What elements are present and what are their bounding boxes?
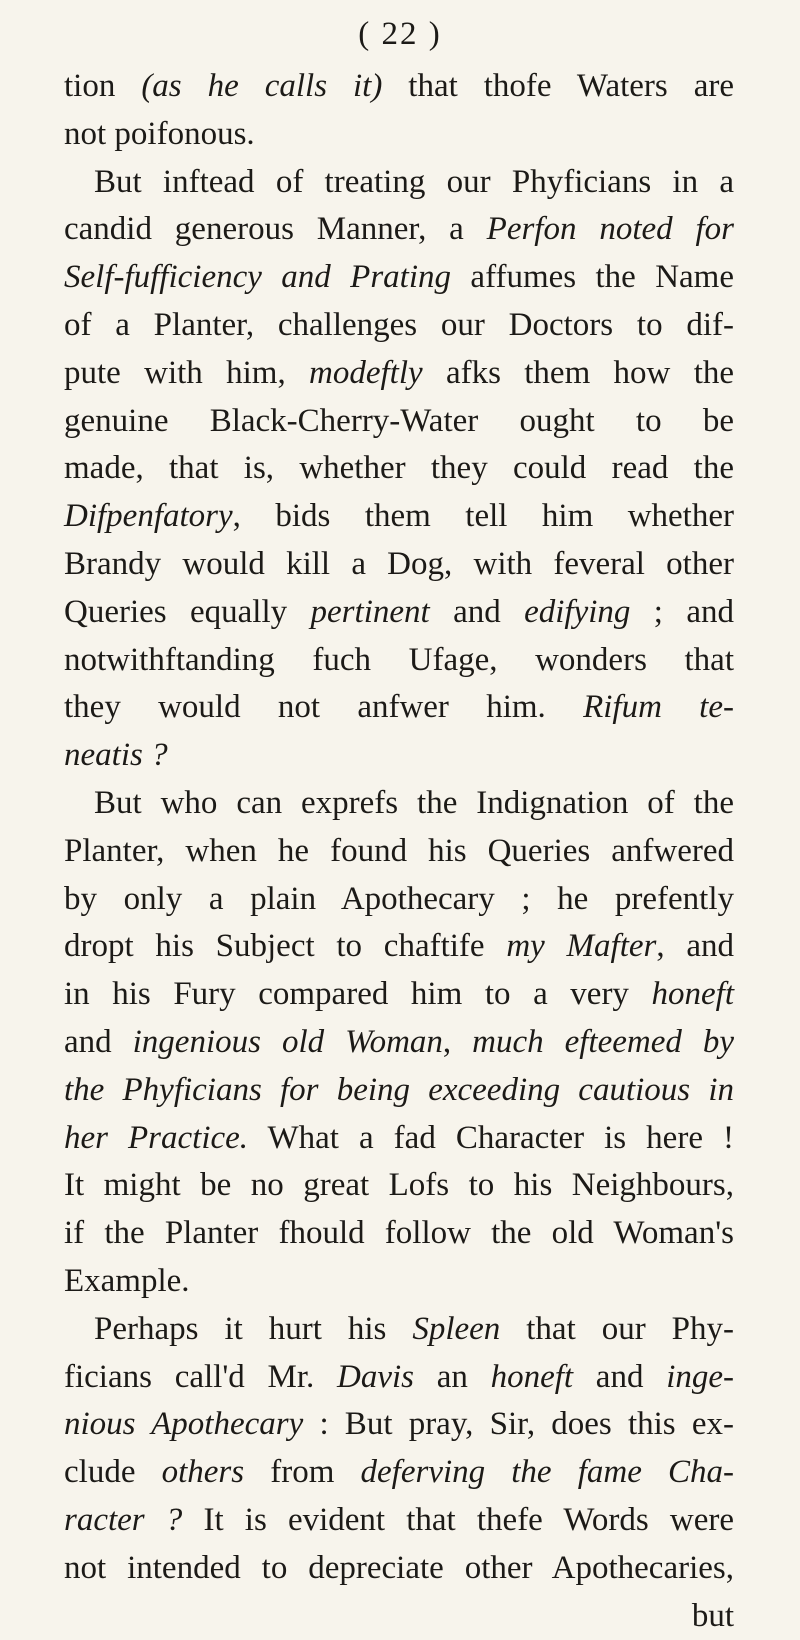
text-run: and bbox=[573, 1359, 666, 1395]
text-run: What a fad Character is here ! bbox=[248, 1120, 734, 1156]
text-line-9 bbox=[64, 445, 734, 493]
text-run: Perhaps it hurt his bbox=[94, 1311, 412, 1347]
text-run: But who can exprefs the Indignation of the bbox=[94, 785, 734, 821]
page-number: ( 22 ) bbox=[0, 14, 800, 54]
text-line-6 bbox=[64, 302, 734, 350]
text-line-32 bbox=[64, 1545, 734, 1593]
text-run: from bbox=[244, 1454, 360, 1490]
text-run: and bbox=[64, 1024, 133, 1060]
text-run: But inftead of treating our Phyficians in a bbox=[94, 164, 734, 200]
text-line-17 bbox=[64, 828, 734, 876]
text-line-26 bbox=[64, 1258, 734, 1306]
italic-text-run: others bbox=[162, 1454, 245, 1490]
italic-text-run: Difpenfatory bbox=[64, 498, 233, 534]
text-run: ficians call'd Mr. bbox=[64, 1359, 337, 1395]
text-run: notwithftanding fuch Ufage, wonders that bbox=[64, 642, 734, 678]
text-line-33 bbox=[64, 1593, 734, 1640]
text-line-28 bbox=[64, 1354, 734, 1402]
text-line-25 bbox=[64, 1210, 734, 1258]
text-line-24 bbox=[64, 1162, 734, 1210]
italic-text-run: ingenious old Woman bbox=[133, 1024, 443, 1060]
text-line-20 bbox=[64, 971, 734, 1019]
text-run: by only a plain Apothecary ; he prefently bbox=[64, 881, 734, 917]
italic-text-run: Perfon noted for bbox=[487, 211, 734, 247]
text-run: an bbox=[414, 1359, 491, 1395]
text-run: , and bbox=[656, 928, 734, 964]
text-line-10 bbox=[64, 493, 734, 541]
text-line-23 bbox=[64, 1115, 734, 1163]
text-run: candid generous Manner, a bbox=[64, 211, 487, 247]
text-run: genuine Black-Cherry-Water ought to be bbox=[64, 403, 734, 439]
text-run: they would not anfwer him. bbox=[64, 689, 583, 725]
body-text bbox=[64, 63, 734, 1640]
text-run: but bbox=[692, 1598, 734, 1634]
text-run: if the Planter fhould follow the old Woman's bbox=[64, 1215, 734, 1251]
text-run: Planter, when he found his Queries anfwered bbox=[64, 833, 734, 869]
italic-text-run: deferving the fame Cha- bbox=[361, 1454, 734, 1490]
text-line-29 bbox=[64, 1401, 734, 1449]
italic-text-run: my Mafter bbox=[506, 928, 656, 964]
text-line-8 bbox=[64, 398, 734, 446]
text-run: , bbox=[443, 1024, 472, 1060]
text-run: and bbox=[430, 594, 524, 630]
text-line-16 bbox=[64, 780, 734, 828]
text-run: in his Fury compared him to a very bbox=[64, 976, 652, 1012]
text-run: not intended to depreciate other Apothecaries, bbox=[64, 1550, 734, 1586]
italic-text-run: Rifum te- bbox=[583, 689, 734, 725]
text-line-4 bbox=[64, 206, 734, 254]
italic-text-run: Self-fufficiency and Prating bbox=[64, 259, 451, 295]
italic-text-run: much efteemed by bbox=[472, 1024, 734, 1060]
text-line-13 bbox=[64, 637, 734, 685]
text-run: Example. bbox=[64, 1263, 190, 1299]
italic-text-run: her Practice. bbox=[64, 1120, 248, 1156]
text-line-22 bbox=[64, 1067, 734, 1115]
text-run: It might be no great Lofs to his Neighbours, bbox=[64, 1167, 734, 1203]
italic-text-run: the Phyficians for being exceeding cautious in bbox=[64, 1072, 734, 1108]
text-line-27 bbox=[64, 1306, 734, 1354]
text-run: , bids them tell him whether bbox=[233, 498, 734, 534]
text-run: dropt his Subject to chaftife bbox=[64, 928, 506, 964]
italic-text-run: honeft bbox=[652, 976, 734, 1012]
text-run: afks them how the bbox=[423, 355, 734, 391]
text-run: that thofe Waters are bbox=[382, 68, 734, 104]
text-line-14 bbox=[64, 684, 734, 732]
text-line-7 bbox=[64, 350, 734, 398]
text-line-30 bbox=[64, 1449, 734, 1497]
text-run: ; and bbox=[630, 594, 734, 630]
text-line-19 bbox=[64, 923, 734, 971]
italic-text-run: pertinent bbox=[311, 594, 430, 630]
text-run: Queries equally bbox=[64, 594, 311, 630]
italic-text-run: honeft bbox=[491, 1359, 573, 1395]
text-run: that our Phy- bbox=[500, 1311, 734, 1347]
text-line-5 bbox=[64, 254, 734, 302]
italic-text-run: Spleen bbox=[412, 1311, 500, 1347]
italic-text-run: modeftly bbox=[309, 355, 423, 391]
text-run: pute with him, bbox=[64, 355, 309, 391]
italic-text-run: (as he calls it) bbox=[141, 68, 382, 104]
text-line-21 bbox=[64, 1019, 734, 1067]
italic-text-run: neatis ? bbox=[64, 737, 168, 773]
text-line-1 bbox=[64, 63, 734, 111]
text-line-11 bbox=[64, 541, 734, 589]
text-run: of a Planter, challenges our Doctors to dif- bbox=[64, 307, 734, 343]
text-run: It is evident that thefe Words were bbox=[182, 1502, 734, 1538]
text-line-3 bbox=[64, 159, 734, 207]
text-run: Brandy would kill a Dog, with feveral other bbox=[64, 546, 734, 582]
italic-text-run: inge- bbox=[666, 1359, 734, 1395]
text-run: tion bbox=[64, 68, 141, 104]
italic-text-run: edifying bbox=[524, 594, 630, 630]
text-line-18 bbox=[64, 876, 734, 924]
text-run: clude bbox=[64, 1454, 162, 1490]
text-line-15 bbox=[64, 732, 734, 780]
text-run: : But pray, Sir, does this ex- bbox=[303, 1406, 734, 1442]
text-line-12 bbox=[64, 589, 734, 637]
text-run: not poifonous. bbox=[64, 116, 255, 152]
text-line-2 bbox=[64, 111, 734, 159]
italic-text-run: nious Apothecary bbox=[64, 1406, 303, 1442]
italic-text-run: racter ? bbox=[64, 1502, 182, 1538]
text-line-31 bbox=[64, 1497, 734, 1545]
text-run: affumes the Name bbox=[451, 259, 734, 295]
text-run: made, that is, whether they could read the bbox=[64, 450, 734, 486]
italic-text-run: Davis bbox=[337, 1359, 414, 1395]
